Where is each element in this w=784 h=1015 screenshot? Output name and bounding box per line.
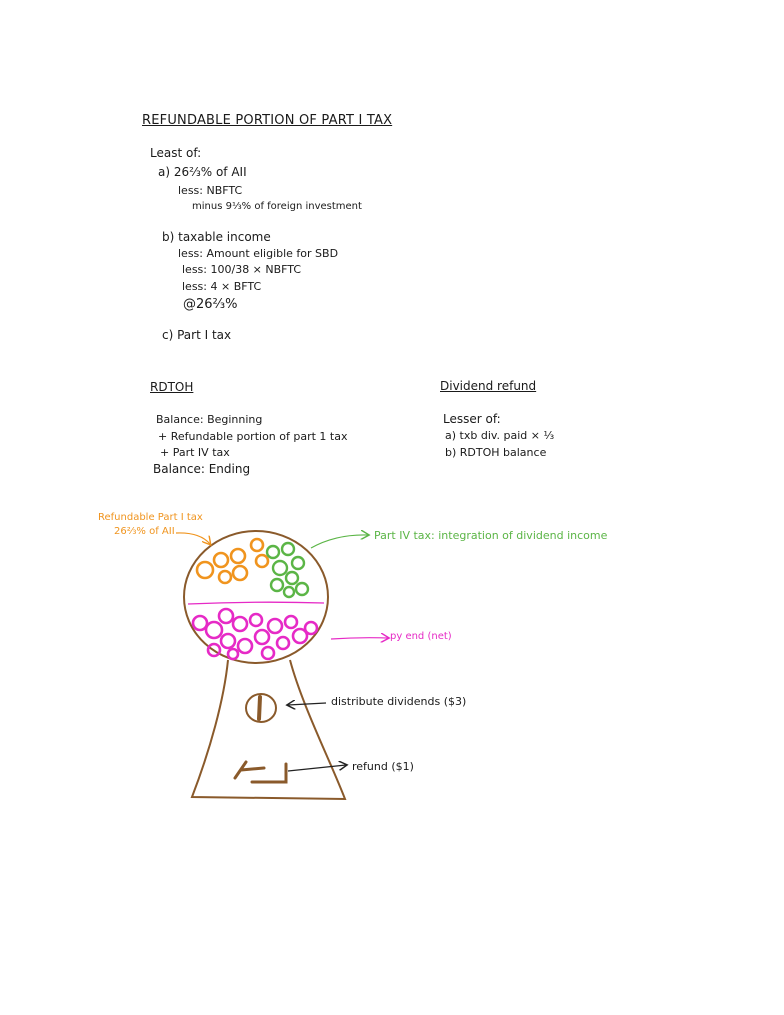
refundable-title: REFUNDABLE PORTION OF PART I TAX xyxy=(142,113,393,128)
arrow-part-iv xyxy=(311,535,368,548)
refundable-item-b-rate: @26⅔% xyxy=(183,297,238,312)
rdtoh-line-2: + Refundable portion of part 1 tax xyxy=(158,430,348,443)
label-part-iv: Part IV tax: integration of dividend income xyxy=(374,529,608,542)
label-refundable-part-i: Refundable Part I tax xyxy=(98,512,203,523)
refundable-item-c: c) Part I tax xyxy=(162,328,232,342)
arrow-py-end xyxy=(331,638,388,639)
label-refundable-rate: 26⅔% of AII xyxy=(114,526,175,537)
refundable-item-b: b) taxable income xyxy=(162,230,271,244)
green-gumballs xyxy=(267,543,308,597)
refundable-item-a-less: less: NBFTC xyxy=(178,184,243,197)
arrow-distribute xyxy=(288,703,326,705)
rdtoh-line-4: Balance: Ending xyxy=(153,462,251,476)
label-py-end: py end (net) xyxy=(390,631,452,642)
rdtoh-title: RDTOH xyxy=(150,380,194,394)
label-refund: refund ($1) xyxy=(352,760,414,773)
rdtoh-line-1: Balance: Beginning xyxy=(156,413,263,426)
refundable-item-a: a) 26⅔% of AII xyxy=(158,165,247,179)
refund-chute xyxy=(235,762,286,782)
orange-gumballs xyxy=(197,539,268,583)
refundable-item-b-less2: less: 100/38 × NBFTC xyxy=(182,263,302,276)
dividend-line-1: Lesser of: xyxy=(443,412,501,426)
arrow-refundable xyxy=(176,533,210,544)
dividend-title: Dividend refund xyxy=(440,379,537,393)
rdtoh-line-3: + Part IV tax xyxy=(160,446,230,459)
dividend-line-3: b) RDTOH balance xyxy=(445,446,547,459)
refundable-item-a-minus: minus 9⅓% of foreign investment xyxy=(192,201,362,212)
refundable-intro: Least of: xyxy=(150,146,202,160)
machine-base xyxy=(192,660,345,799)
refundable-item-b-less3: less: 4 × BFTC xyxy=(182,280,262,293)
globe-divider xyxy=(188,602,324,604)
label-distribute: distribute dividends ($3) xyxy=(331,695,467,708)
arrow-refund xyxy=(288,765,346,771)
dividend-line-2: a) txb div. paid × ⅓ xyxy=(445,429,555,442)
refundable-item-b-less1: less: Amount eligible for SBD xyxy=(178,247,339,260)
